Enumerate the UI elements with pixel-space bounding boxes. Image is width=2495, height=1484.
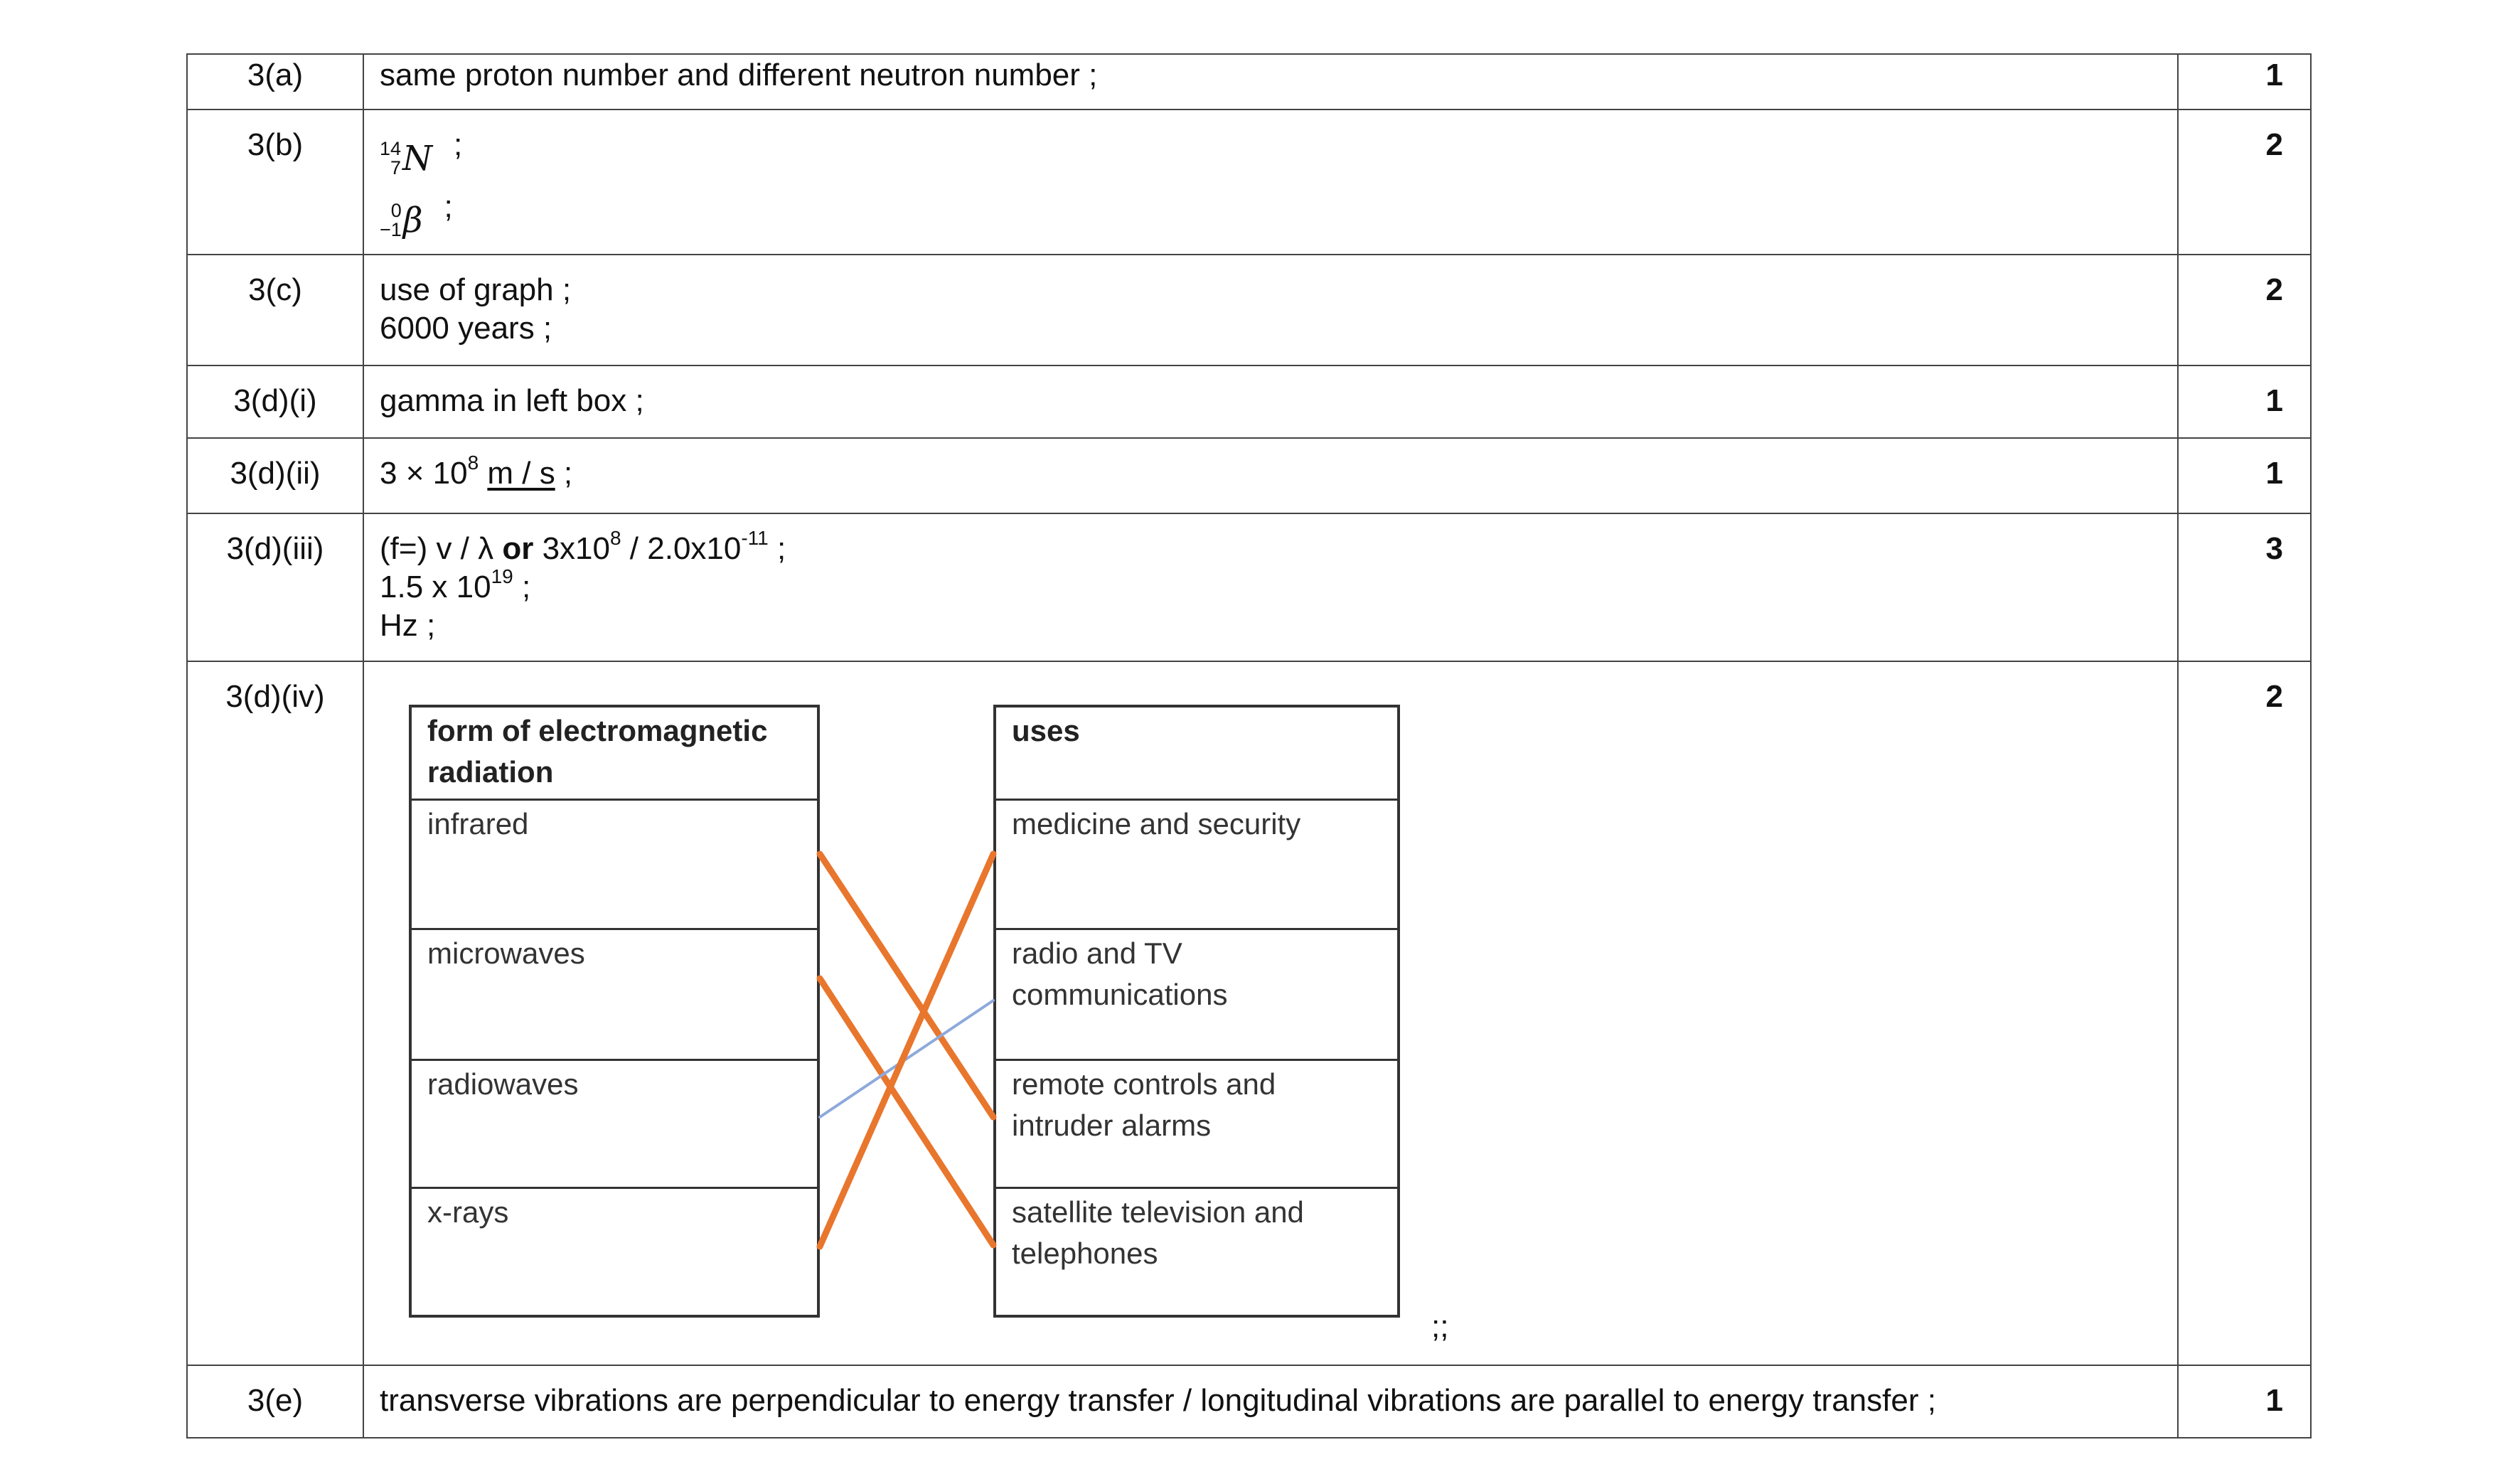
table-row bbox=[187, 365, 2311, 438]
answer-line: Hz ; bbox=[380, 608, 436, 643]
formula-text: (f=) v / λ bbox=[380, 531, 503, 566]
question-number: 3(c) bbox=[187, 255, 363, 365]
connector-line-xrays bbox=[820, 854, 993, 1247]
formula-text: / 2.0x10 bbox=[621, 531, 742, 566]
matching-diagram bbox=[409, 705, 1447, 1345]
exponent: 8 bbox=[467, 452, 479, 474]
answer-text: 3 × 10 bbox=[380, 456, 468, 491]
nuclide-beta bbox=[380, 188, 2177, 240]
separator: ; bbox=[768, 531, 786, 566]
mass-number: 0 bbox=[390, 200, 402, 221]
formula-text: 3x10 bbox=[533, 531, 610, 566]
separator: ; bbox=[555, 456, 573, 491]
marks: 2 bbox=[2178, 255, 2311, 365]
marks-ticks: ;; bbox=[1431, 1309, 1449, 1344]
answer-cell bbox=[363, 255, 2178, 365]
left-item: microwaves bbox=[412, 928, 817, 1059]
mark-scheme-table bbox=[186, 53, 2312, 1438]
answer-cell bbox=[363, 661, 2178, 1365]
right-item: satellite television and telephones bbox=[996, 1187, 1397, 1318]
table-row bbox=[187, 54, 2311, 110]
particle-symbol: β bbox=[402, 201, 423, 240]
separator: ; bbox=[454, 127, 463, 162]
right-item: medicine and security bbox=[996, 799, 1397, 928]
connector-lines bbox=[409, 705, 1447, 1345]
table-row bbox=[187, 438, 2311, 513]
answer-line: 6000 years ; bbox=[380, 311, 552, 346]
right-header: uses bbox=[1012, 714, 1080, 747]
right-item: remote controls and intruder alarms bbox=[996, 1059, 1397, 1187]
answer-text: same proton number and different neutron number ; bbox=[363, 54, 2178, 110]
question-number: 3(d)(iv) bbox=[187, 661, 363, 1365]
question-number: 3(e) bbox=[187, 1365, 363, 1438]
marks: 3 bbox=[2178, 513, 2311, 661]
exponent: 8 bbox=[610, 527, 621, 550]
left-item: infrared bbox=[412, 799, 817, 928]
connector-line-infrared bbox=[820, 854, 993, 1117]
table-row bbox=[187, 255, 2311, 365]
separator: ; bbox=[513, 570, 531, 604]
left-item: radiowaves bbox=[412, 1059, 817, 1187]
question-number: 3(b) bbox=[187, 110, 363, 255]
answer-line bbox=[380, 565, 2177, 607]
answer-text: gamma in left box ; bbox=[363, 365, 2178, 438]
question-number: 3(d)(iii) bbox=[187, 513, 363, 661]
unit-underlined: m / s bbox=[487, 456, 555, 491]
exponent: -11 bbox=[741, 527, 769, 550]
question-number: 3(a) bbox=[187, 54, 363, 110]
marks: 2 bbox=[2178, 661, 2311, 1365]
answer-cell bbox=[363, 110, 2178, 255]
marks: 2 bbox=[2178, 110, 2311, 255]
table-row bbox=[187, 661, 2311, 1365]
right-item: radio and TV communications bbox=[996, 928, 1397, 1059]
table-row bbox=[187, 513, 2311, 661]
atomic-number: −1 bbox=[380, 219, 402, 240]
table-row bbox=[187, 110, 2311, 255]
answer-line: use of graph ; bbox=[380, 272, 572, 307]
marks: 1 bbox=[2178, 1365, 2311, 1438]
or-keyword: or bbox=[502, 531, 534, 566]
element-symbol: N bbox=[402, 139, 433, 178]
answer-text: 1.5 x 10 bbox=[380, 570, 491, 604]
answer-cell bbox=[363, 438, 2178, 513]
exponent: 19 bbox=[491, 565, 513, 588]
question-number: 3(d)(ii) bbox=[187, 438, 363, 513]
answer-cell bbox=[363, 513, 2178, 661]
marks: 1 bbox=[2178, 365, 2311, 438]
separator: ; bbox=[444, 189, 453, 224]
atomic-number: 7 bbox=[390, 157, 402, 178]
left-header: form of electromagnetic radiation bbox=[427, 714, 768, 789]
left-item: x-rays bbox=[412, 1187, 817, 1318]
question-number: 3(d)(i) bbox=[187, 365, 363, 438]
marks: 1 bbox=[2178, 438, 2311, 513]
marks: 1 bbox=[2178, 54, 2311, 110]
answer-text: transverse vibrations are perpendicular to energy transfer / longitudinal vibrations are parallel to energy transfer ; bbox=[363, 1365, 2178, 1438]
table-row bbox=[187, 1365, 2311, 1438]
nuclide-nitrogen bbox=[380, 126, 2177, 178]
answer-line bbox=[380, 527, 2177, 568]
mass-number: 14 bbox=[380, 138, 402, 159]
